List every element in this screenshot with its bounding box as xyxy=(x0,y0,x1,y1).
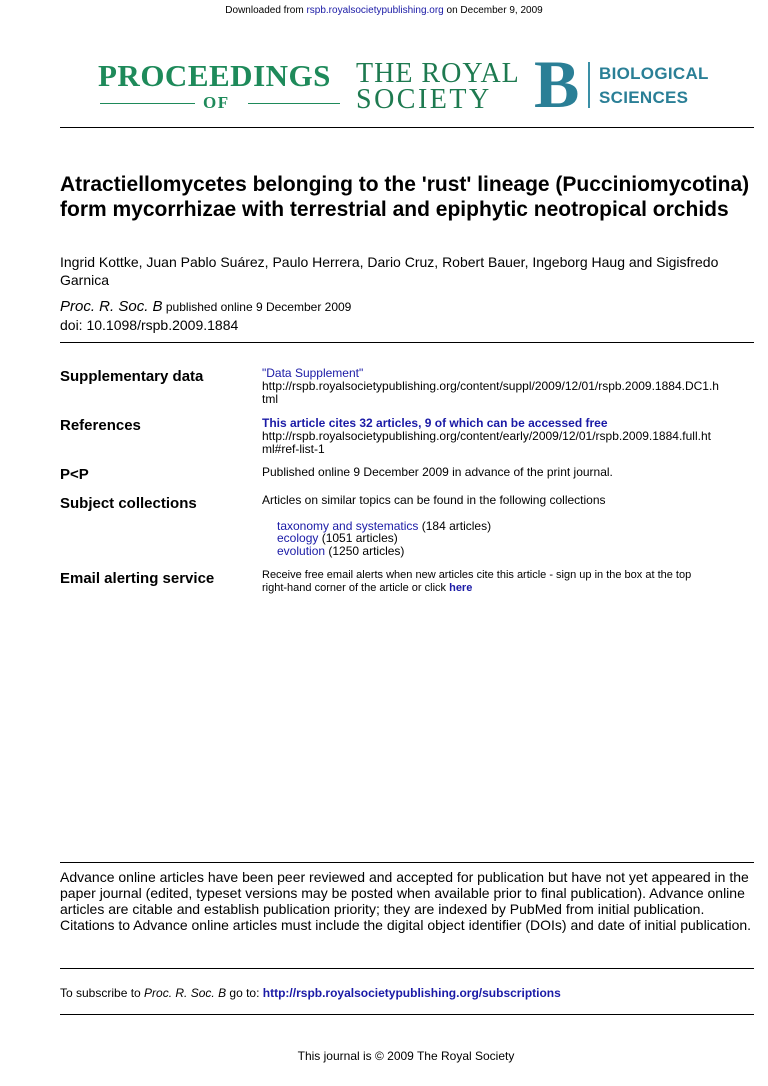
divider-subscribe-top xyxy=(60,968,754,969)
citation-doi: doi: 10.1098/rspb.2009.1884 xyxy=(60,317,239,333)
references-url-line1: http://rspb.royalsocietypublishing.org/content/early/2009/12/01/rspb.2009.1884.full.ht xyxy=(262,429,711,443)
collection-count: (1250 articles) xyxy=(325,544,405,558)
plp-label: P<P xyxy=(60,466,89,483)
supplementary-value xyxy=(262,367,756,406)
download-site-link[interactable]: rspb.royalsocietypublishing.org xyxy=(306,5,444,16)
download-prefix: Downloaded from xyxy=(225,5,307,16)
divider-subscribe-bottom xyxy=(60,1014,754,1015)
email-alert-value xyxy=(262,569,756,595)
subscribe-link[interactable]: http://rspb.royalsocietypublishing.org/subscriptions xyxy=(262,986,561,1000)
collection-count: (1051 articles) xyxy=(318,531,398,545)
masthead-of: OF xyxy=(203,93,230,112)
email-alert-here-link[interactable]: here xyxy=(449,582,473,594)
data-supplement-link[interactable]: "Data Supplement" xyxy=(262,366,364,380)
email-alert-label: Email alerting service xyxy=(60,570,215,587)
divider-info-top xyxy=(60,342,754,343)
email-alert-line2: right-hand corner of the article or click xyxy=(262,582,450,594)
subject-collections-label: Subject collections xyxy=(60,495,197,512)
email-alert-line1: Receive free email alerts when new articles cite this article - sign up in the box at the top xyxy=(262,569,692,581)
download-banner xyxy=(0,5,768,16)
subscribe-line xyxy=(60,986,561,1000)
download-suffix: on December 9, 2009 xyxy=(443,5,543,16)
article-citation xyxy=(60,297,351,334)
masthead-sciences: SCIENCES xyxy=(599,88,689,107)
supplementary-url-line1: http://rspb.royalsocietypublishing.org/content/suppl/2009/12/01/rspb.2009.1884.DC1.h xyxy=(262,379,719,393)
subscribe-prefix: To subscribe to xyxy=(60,986,145,1000)
masthead-of-rule-right xyxy=(248,103,340,104)
divider-top xyxy=(60,127,754,128)
supplementary-url-line2: tml xyxy=(262,392,278,406)
copyright-footer: This journal is © 2009 The Royal Society xyxy=(297,1049,515,1063)
masthead-biological: BIOLOGICAL xyxy=(599,64,709,83)
divider-notice xyxy=(60,862,754,863)
references-value xyxy=(262,417,756,456)
article-authors: Ingrid Kottke, Juan Pablo Suárez, Paulo Herrera, Dario Cruz, Robert Bauer, Ingeborg Haug and Sigisfredo Garnica xyxy=(60,254,719,288)
collection-count: (184 articles) xyxy=(418,519,492,533)
masthead-society: SOCIETY xyxy=(356,84,492,115)
references-url-line2: ml#ref-list-1 xyxy=(262,442,325,456)
masthead-divider xyxy=(588,62,590,108)
collection-link-taxonomy[interactable]: taxonomy and systematics xyxy=(277,519,419,533)
plp-text: Published online 9 December 2009 in advance of the print journal. xyxy=(262,465,613,479)
article-title: Atractiellomycetes belonging to the 'rust' lineage (Pucciniomycotina) form mycorrhizae with terrestrial and epiphytic neotropical orchids xyxy=(60,173,750,221)
collection-link-evolution[interactable]: evolution xyxy=(277,544,326,558)
subject-collections-intro: Articles on similar topics can be found in the following collections xyxy=(262,493,606,507)
masthead-the-royal: THE ROYAL xyxy=(356,58,520,89)
collection-link-ecology[interactable]: ecology xyxy=(277,531,319,545)
supplementary-label: Supplementary data xyxy=(60,368,204,385)
references-label: References xyxy=(60,417,141,434)
collection-item xyxy=(277,545,404,558)
references-link[interactable]: This article cites 32 articles, 9 of which can be accessed free xyxy=(262,416,608,430)
subscribe-journal: Proc. R. Soc. B xyxy=(144,986,227,1000)
citation-journal: Proc. R. Soc. B xyxy=(60,298,163,315)
masthead-of-rule-left xyxy=(100,103,195,104)
masthead-section-letter: B xyxy=(534,46,580,122)
advance-online-notice: Advance online articles have been peer reviewed and accepted for publication but have not yet appeared in the paper journal (edited, typeset versions may be posted when available prior to final publication). Advance online articles are citable and establish publication priority; they are indexed by PubMed from initial publication. Citations to Advance online articles must include the digital object identifier (DOIs) and date of initial publication. xyxy=(60,869,752,933)
masthead-proceedings: PROCEEDINGS xyxy=(98,58,331,93)
citation-published: published online 9 December 2009 xyxy=(162,300,352,314)
subscribe-middle: go to: xyxy=(226,986,263,1000)
